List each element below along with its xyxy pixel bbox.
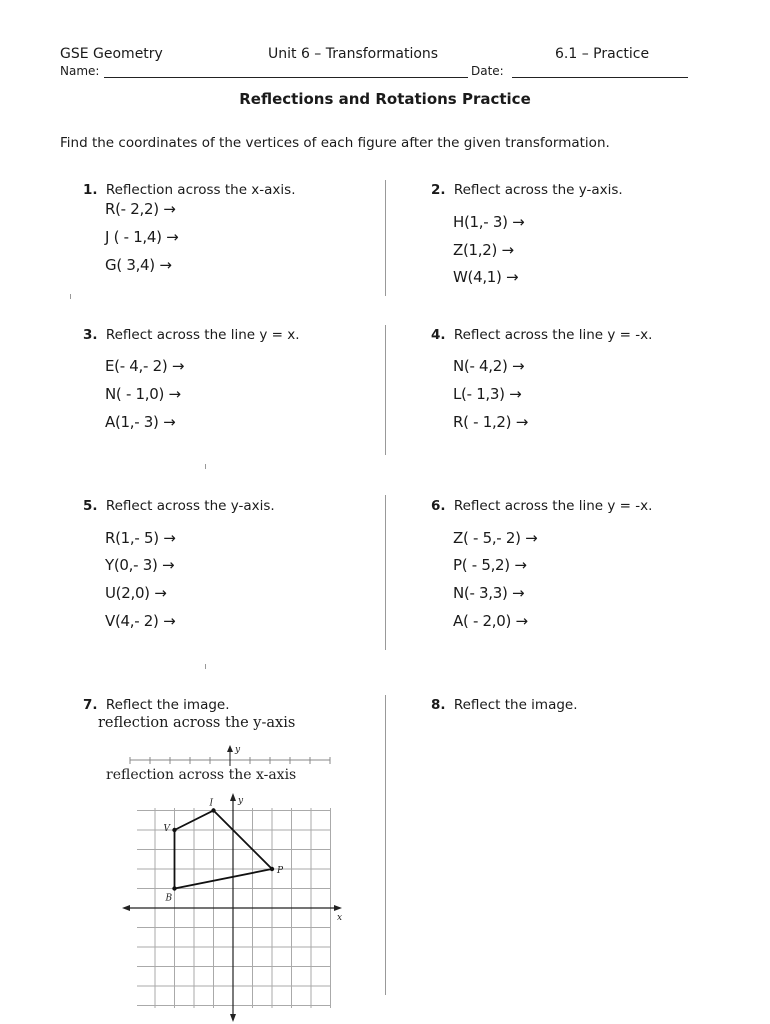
unit-title: Unit 6 – Transformations (268, 46, 439, 62)
vertex-label: B (165, 893, 173, 904)
problem-number: 2. (431, 182, 446, 198)
name-label: Name: (60, 64, 100, 78)
problem-1-item: J ( - 1,4) → (105, 228, 179, 246)
problem-prompt: Reflect the image. (105, 697, 230, 713)
graph-caption-top: reflection across the y-axis (98, 715, 296, 731)
graph-caption-main: reflection across the x-axis (106, 767, 297, 783)
problem-6-item: P( - 5,2) → (453, 556, 527, 574)
problem-prompt: Reflect the image. (453, 697, 578, 713)
problem-prompt: Reflect across the line y = -x. (453, 327, 653, 343)
problem-3-item: A(1,- 3) → (105, 413, 176, 431)
page-title: Reflections and Rotations Practice (239, 90, 531, 108)
problem-prompt: Reflect across the line y = -x. (453, 498, 653, 514)
problem-6-item: Z( - 5,- 2) → (453, 529, 538, 547)
vertex-point (270, 867, 274, 871)
vertex-label: I (209, 798, 214, 809)
problem-6-item: N(- 3,3) → (453, 584, 525, 602)
problem-number: 7. (83, 697, 98, 713)
problem-3-item: N( - 1,0) → (105, 385, 181, 403)
vertex-point (172, 886, 176, 890)
course-title: GSE Geometry (60, 46, 163, 62)
problem-5-item: U(2,0) → (105, 584, 167, 602)
problem-3-item: E(- 4,- 2) → (105, 357, 185, 375)
axis-y-label: y (238, 796, 244, 806)
problem-1-item: R(- 2,2) → (105, 200, 176, 218)
problem-5-item: V(4,- 2) → (105, 612, 176, 630)
problem-number: 5. (83, 498, 98, 514)
problem-2-item: W(4,1) → (453, 268, 519, 286)
vertex-point (211, 808, 215, 812)
problem-number: 4. (431, 327, 446, 343)
problem-1-item: G( 3,4) → (105, 256, 172, 274)
vertex-point (172, 828, 176, 832)
problem-prompt: Reflect across the y-axis. (105, 498, 275, 514)
practice-label: 6.1 – Practice (555, 46, 650, 62)
problem-prompt: Reflect across the line y = x. (105, 327, 300, 343)
problem-4-item: N(- 4,2) → (453, 357, 525, 375)
vertex-label: V (163, 824, 170, 834)
problem-number: 1. (83, 182, 98, 198)
problem-2-item: Z(1,2) → (453, 241, 514, 259)
problem-prompt: Reflect across the y-axis. (453, 182, 623, 198)
vertex-label: P (277, 866, 284, 876)
axis-x-label: x (337, 913, 343, 923)
problem-number: 3. (83, 327, 98, 343)
problem-4-item: R( - 1,2) → (453, 413, 528, 431)
problem-number: 6. (431, 498, 446, 514)
problem-5-item: R(1,- 5) → (105, 529, 176, 547)
instructions: Find the coordinates of the vertices of each figure after the given transformation. (60, 135, 610, 151)
problem-2-item: H(1,- 3) → (453, 213, 525, 231)
problem-number: 8. (431, 697, 446, 713)
problem-5-item: Y(0,- 3) → (105, 556, 175, 574)
problem-prompt: Reflection across the x-axis. (105, 182, 296, 198)
problem-6-item: A( - 2,0) → (453, 612, 528, 630)
axis-y-label-top: y (235, 745, 241, 755)
date-label: Date: (471, 64, 504, 78)
problem-4-item: L(- 1,3) → (453, 385, 522, 403)
